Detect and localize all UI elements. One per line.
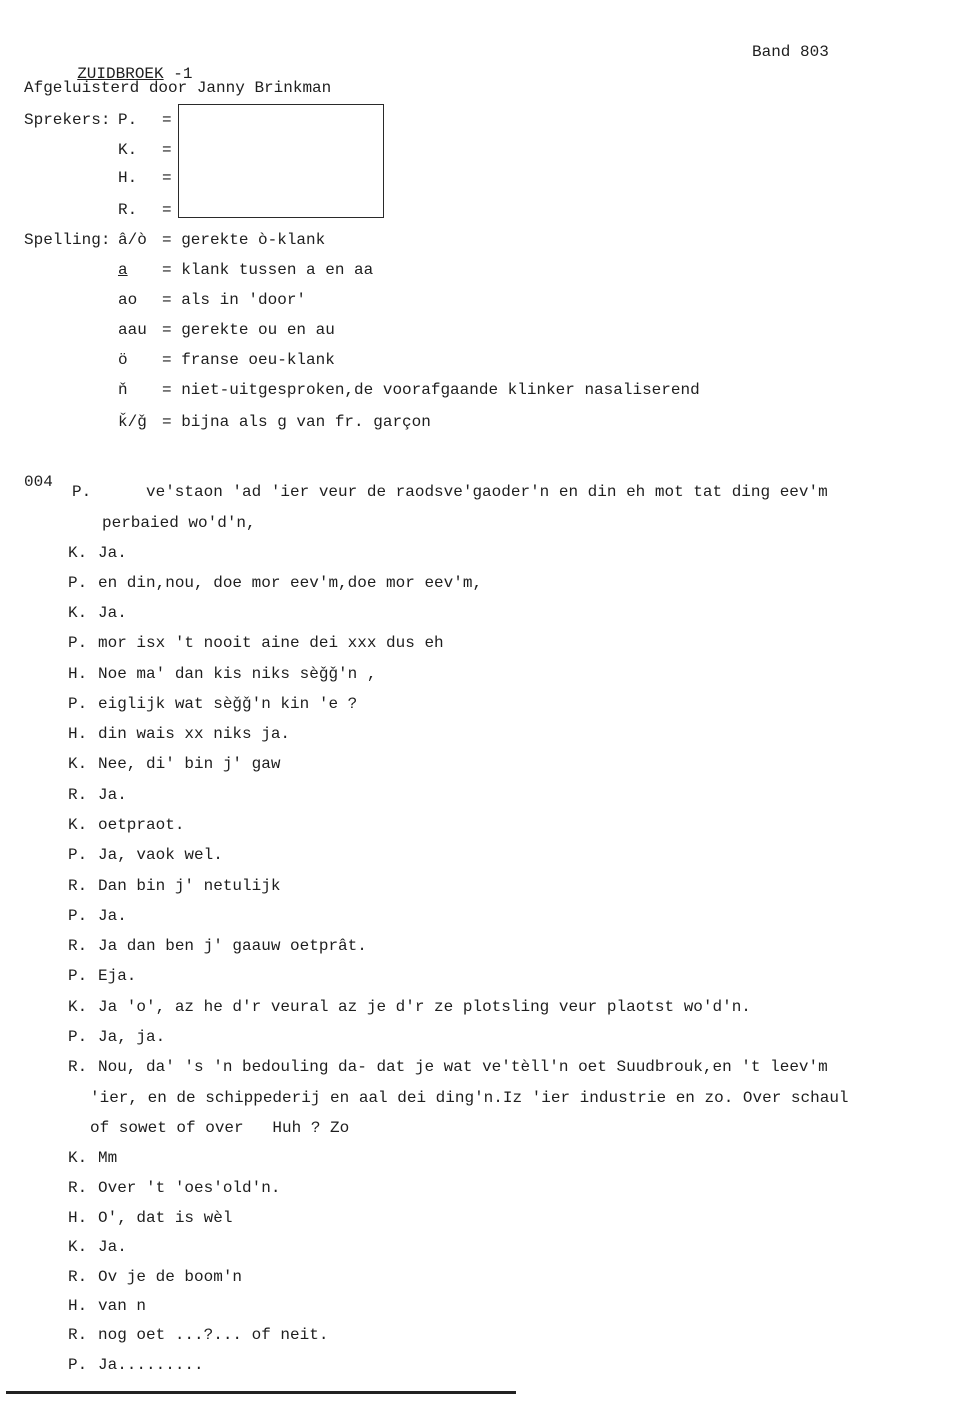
utterance-text: Ov je de boom'n xyxy=(98,1268,243,1286)
transcript-line xyxy=(68,1296,146,1316)
speaker-tag: P. xyxy=(72,483,92,501)
spelling-symbol: ao xyxy=(118,291,138,309)
speaker-tag: K. xyxy=(68,1238,88,1256)
speaker-tag: R. xyxy=(68,877,88,895)
transcript-line xyxy=(68,1208,232,1228)
transcript-line xyxy=(90,1118,349,1138)
transcript-line xyxy=(68,573,482,593)
speaker-tag: P. xyxy=(68,846,88,864)
utterance-text: 'ier, en de schippederij en aal dei ding'n.Iz 'ier industrie en zo. Over schaul xyxy=(90,1089,849,1107)
transcript-line xyxy=(68,754,280,774)
tape-counter: 004 xyxy=(24,473,53,491)
utterance-text: nog oet ...?... of neit. xyxy=(98,1326,329,1344)
utterance-text: O', dat is wèl xyxy=(98,1209,233,1227)
speaker-tag: K. xyxy=(68,755,88,773)
speaker-eq: = xyxy=(162,201,172,219)
utterance-text: en din,nou, doe mor eev'm,doe mor eev'm, xyxy=(98,574,483,592)
spelling-desc: = niet-uitgesproken,de voorafgaande klinker nasaliserend xyxy=(162,381,700,399)
transcript-line xyxy=(68,724,290,744)
speaker-code: R. xyxy=(118,201,138,219)
band-number: Band 803 xyxy=(752,43,829,61)
speaker-tag: H. xyxy=(68,1209,88,1227)
utterance-text: mor isx 't nooit aine dei xxx dus eh xyxy=(98,634,444,652)
utterance-text: Ja. xyxy=(98,907,127,925)
title-text: ZUIDBROEK xyxy=(77,65,164,83)
transcript-line xyxy=(68,997,751,1017)
utterance-text: oetpraot. xyxy=(98,816,185,834)
transcript-line xyxy=(102,513,256,533)
listened-by: Afgeluisterd door Janny Brinkman xyxy=(24,79,332,97)
speaker-tag: K. xyxy=(68,1149,88,1167)
speaker-tag: K. xyxy=(68,998,88,1016)
spelling-desc: = gerekte ou en au xyxy=(162,321,335,339)
speaker-tag: P. xyxy=(68,695,88,713)
utterance-text: Ja, vaok wel. xyxy=(98,846,223,864)
speaker-tag: P. xyxy=(68,574,88,592)
transcript-line xyxy=(68,1027,165,1047)
utterance-text: Ja 'o', az he d'r veural az je d'r ze plotsling veur plaotst wo'd'n. xyxy=(98,998,751,1016)
speaker-tag: K. xyxy=(68,544,88,562)
utterance-text: Mm xyxy=(98,1149,118,1167)
transcript-line xyxy=(68,1325,328,1345)
speaker-code: P. xyxy=(118,111,138,129)
utterance-text: Dan bin j' netulijk xyxy=(98,877,281,895)
utterance-text: Ja. xyxy=(98,1238,127,1256)
transcript-line xyxy=(68,664,376,684)
title-suffix: -1 xyxy=(163,65,193,83)
speakers-label: Sprekers: xyxy=(24,111,111,129)
speaker-tag: R. xyxy=(68,1326,88,1344)
transcript-line xyxy=(68,966,136,986)
spelling-desc: = klank tussen a en aa xyxy=(162,261,374,279)
utterance-text: Nee, di' bin j' gaw xyxy=(98,755,281,773)
utterance-text: perbaied wo'd'n, xyxy=(102,514,256,532)
utterance-text: Ja. xyxy=(98,786,127,804)
transcript-line xyxy=(68,1057,828,1077)
utterance-text: van n xyxy=(98,1297,147,1315)
utterance-text: Eja. xyxy=(98,967,137,985)
speaker-tag: R. xyxy=(68,937,88,955)
transcript-line xyxy=(68,603,127,623)
speaker-names-box xyxy=(178,104,384,218)
utterance-text: Ja, ja. xyxy=(98,1028,166,1046)
utterance-text: din wais xx niks ja. xyxy=(98,725,291,743)
transcript-line xyxy=(68,1355,204,1375)
utterance-text: of sowet of over Huh ? Zo xyxy=(90,1119,350,1137)
transcript-line xyxy=(68,936,367,956)
utterance-text: Over 't 'oes'old'n. xyxy=(98,1179,281,1197)
transcript-line xyxy=(68,1178,280,1198)
transcript-line xyxy=(72,482,828,502)
transcript-line xyxy=(68,1237,127,1257)
speaker-tag: R. xyxy=(68,1058,88,1076)
transcript-line xyxy=(68,785,127,805)
spelling-symbol: a xyxy=(118,261,128,279)
transcript-line xyxy=(68,1267,242,1287)
utterance-text: Nou, da' 's 'n bedouling da- dat je wat ve'tèll'n oet Suudbrouk,en 't leev'm xyxy=(98,1058,828,1076)
utterance-text: eiglijk wat sèǧǧ'n kin 'e ? xyxy=(98,695,358,713)
transcript-line xyxy=(90,1088,849,1108)
speaker-tag: H. xyxy=(68,1297,88,1315)
utterance-text: Noe ma' dan kis niks sèǧǧ'n , xyxy=(98,665,377,683)
speaker-tag: H. xyxy=(68,665,88,683)
spelling-symbol: â/ò xyxy=(118,231,147,249)
speaker-tag: P. xyxy=(68,634,88,652)
speaker-tag: P. xyxy=(68,1356,88,1374)
utterance-text: ve'staon 'ad 'ier veur de raodsve'gaoder'n en din eh mot tat ding eev'm xyxy=(146,483,828,501)
spelling-desc: = bijna als g van fr. garçon xyxy=(162,413,431,431)
spelling-desc: = als in 'door' xyxy=(162,291,307,309)
spelling-desc: = gerekte ò-klank xyxy=(162,231,326,249)
speaker-eq: = xyxy=(162,169,172,187)
spelling-symbol: ň xyxy=(118,381,128,399)
speaker-eq: = xyxy=(162,141,172,159)
utterance-text: Ja dan ben j' gaauw oetprât. xyxy=(98,937,367,955)
utterance-text: Ja. xyxy=(98,544,127,562)
speaker-tag: P. xyxy=(68,907,88,925)
spelling-desc: = franse oeu-klank xyxy=(162,351,335,369)
speaker-tag: K. xyxy=(68,816,88,834)
speaker-tag: R. xyxy=(68,1268,88,1286)
transcript-line xyxy=(68,906,127,926)
speaker-code: H. xyxy=(118,169,138,187)
transcript-line xyxy=(68,815,184,835)
speaker-tag: P. xyxy=(68,1028,88,1046)
transcript-line xyxy=(68,876,280,896)
spelling-label: Spelling: xyxy=(24,231,111,249)
transcript-line xyxy=(68,543,127,563)
spelling-symbol: ǩ/ǧ xyxy=(118,413,147,431)
transcript-line xyxy=(68,633,444,653)
speaker-tag: P. xyxy=(68,967,88,985)
speaker-tag: R. xyxy=(68,1179,88,1197)
transcript-line xyxy=(68,845,223,865)
speaker-tag: H. xyxy=(68,725,88,743)
bottom-rule xyxy=(6,1391,516,1394)
speaker-tag: R. xyxy=(68,786,88,804)
speaker-eq: = xyxy=(162,111,172,129)
utterance-text: Ja. xyxy=(98,604,127,622)
speaker-code: K. xyxy=(118,141,138,159)
spelling-symbol: ö xyxy=(118,351,128,369)
spelling-symbol: aau xyxy=(118,321,147,339)
transcript-line xyxy=(68,1148,117,1168)
speaker-tag: K. xyxy=(68,604,88,622)
transcript-line xyxy=(68,694,357,714)
utterance-text: Ja......... xyxy=(98,1356,204,1374)
